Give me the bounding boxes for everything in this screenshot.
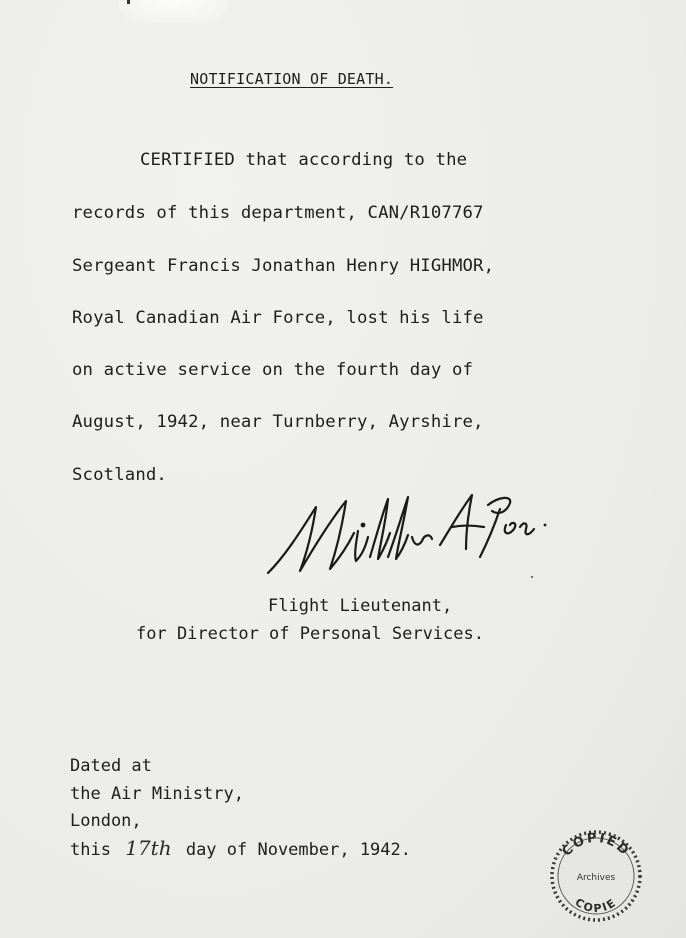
dated-line-3: London, [70,811,142,831]
stamp-middle-text: Archives [576,873,616,883]
document-title: NOTIFICATION OF DEATH. [190,70,394,88]
handwritten-day: 17th [125,836,172,860]
stamp-top-text: COPIED [559,830,633,860]
ink-speck [531,576,533,578]
body-line-1: CERTIFIED that according to the [140,150,468,170]
archives-stamp [548,828,644,924]
body-line-4: Royal Canadian Air Force, lost his life [72,308,484,328]
stamp-bottom-text: COPIE [572,895,620,916]
dated-this: this [70,840,111,860]
body-line-6: August, 1942, near Turnberry, Ayrshire, [72,412,484,432]
body-line-2: records of this department, CAN/R107767 [72,203,484,223]
signatory-rank: Flight Lieutenant, [268,596,453,616]
signatory-role: for Director of Personal Services. [136,624,484,644]
body-line-5: on active service on the fourth day of [72,360,474,380]
paper-blemish [118,0,228,22]
paper-mark [127,0,130,4]
dated-month-year: day of November, 1942. [185,840,411,860]
dated-line-1: Dated at [70,756,152,776]
body-line-7: Scotland. [72,465,167,485]
body-line-3: Sergeant Francis Jonathan Henry HIGHMOR, [72,256,495,276]
handwritten-signature [262,485,552,580]
dated-line-4 [70,836,411,860]
dated-line-2: the Air Ministry, [70,784,244,804]
